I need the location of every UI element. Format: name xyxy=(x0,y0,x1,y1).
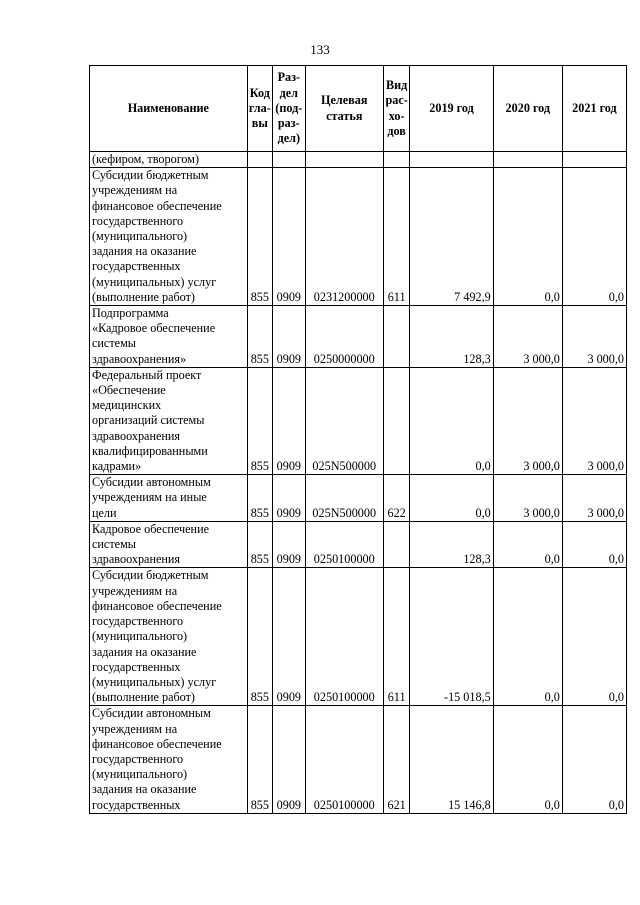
row-amount-2021: 3 000,0 xyxy=(562,367,626,474)
row-name-line: учреждениям на иные xyxy=(92,490,207,505)
row-chapter-code: 855 xyxy=(247,568,272,706)
row-name-line: цели xyxy=(92,505,117,520)
row-name-line: (муниципальных) услуг xyxy=(92,674,217,689)
header-chapter-line: гла- xyxy=(248,100,271,115)
table-row xyxy=(90,152,627,168)
row-amount-2020: 0,0 xyxy=(493,706,562,813)
row-name xyxy=(90,306,248,368)
row-name-line: государственного xyxy=(92,213,184,228)
row-amount-2019: 128,3 xyxy=(410,521,493,568)
row-amount-2021: 3 000,0 xyxy=(562,306,626,368)
row-name-line: государственных xyxy=(92,659,181,674)
row-name-line: задания на оказание xyxy=(92,782,197,797)
header-expense-type xyxy=(383,66,409,152)
budget-table xyxy=(89,65,627,814)
row-name-line: Кадровое обеспечение xyxy=(92,521,210,536)
row-section-code: 0909 xyxy=(273,568,306,706)
row-amount-2019: 0,0 xyxy=(410,367,493,474)
row-name-line: учреждениям на xyxy=(92,583,178,598)
row-amount-2019: 128,3 xyxy=(410,306,493,368)
row-name-line: финансовое обеспечение xyxy=(92,598,222,613)
row-name-line: системы xyxy=(92,537,136,552)
header-chapter-line: Код xyxy=(249,85,270,100)
row-amount-2020: 0,0 xyxy=(493,168,562,306)
row-section-code xyxy=(273,152,306,168)
row-name-line: учреждениям на xyxy=(92,721,178,736)
row-expense-type xyxy=(383,306,409,368)
table-row xyxy=(90,521,627,568)
row-expense-type: 621 xyxy=(383,706,409,813)
row-name-line: медицинских xyxy=(92,398,162,413)
table-row xyxy=(90,306,627,368)
row-name-line: государственного xyxy=(92,614,184,629)
row-amount-2019: 7 492,9 xyxy=(410,168,493,306)
row-amount-2020: 3 000,0 xyxy=(493,367,562,474)
header-expense-line: рас- xyxy=(385,93,408,108)
header-section-line: раз- xyxy=(277,116,300,131)
header-year-2021: 2021 год xyxy=(562,66,626,152)
row-amount-2019: 15 146,8 xyxy=(410,706,493,813)
row-target-item xyxy=(305,152,383,168)
header-target-item xyxy=(305,66,383,152)
row-target-item: 0250100000 xyxy=(305,706,383,813)
header-year-2020: 2020 год xyxy=(493,66,562,152)
row-amount-2021: 3 000,0 xyxy=(562,475,626,522)
row-name-line: Федеральный проект xyxy=(92,367,202,382)
header-target-line: статья xyxy=(326,108,363,123)
row-target-item: 0250000000 xyxy=(305,306,383,368)
row-amount-2020: 0,0 xyxy=(493,568,562,706)
row-chapter-code: 855 xyxy=(247,367,272,474)
row-target-item: 0250100000 xyxy=(305,568,383,706)
table-header-row xyxy=(90,66,627,152)
row-section-code: 0909 xyxy=(273,521,306,568)
row-section-code: 0909 xyxy=(273,306,306,368)
row-name xyxy=(90,706,248,813)
row-name-line: (выполнение работ) xyxy=(92,690,195,705)
row-amount-2020: 3 000,0 xyxy=(493,475,562,522)
header-section-line: дел) xyxy=(277,131,301,146)
row-target-item: 0231200000 xyxy=(305,168,383,306)
row-name xyxy=(90,367,248,474)
header-expense-line: хо- xyxy=(388,108,405,123)
row-amount-2021: 0,0 xyxy=(562,168,626,306)
table-row xyxy=(90,568,627,706)
row-name-line: системы xyxy=(92,336,136,351)
header-section xyxy=(273,66,306,152)
row-amount-2019 xyxy=(410,152,493,168)
row-amount-2021: 0,0 xyxy=(562,521,626,568)
table-row xyxy=(90,168,627,306)
row-chapter-code xyxy=(247,152,272,168)
row-name-line: государственных xyxy=(92,797,181,812)
header-section-line: (под- xyxy=(275,100,303,115)
table-row xyxy=(90,706,627,813)
row-expense-type xyxy=(383,521,409,568)
row-name-line: (выполнение работ) xyxy=(92,289,195,304)
row-name-line: финансовое обеспечение xyxy=(92,198,222,213)
row-name xyxy=(90,568,248,706)
row-name xyxy=(90,521,248,568)
row-name-line: учреждениям на xyxy=(92,183,178,198)
row-amount-2019: -15 018,5 xyxy=(410,568,493,706)
row-name-line: здравоохранения» xyxy=(92,351,187,366)
row-expense-type xyxy=(383,367,409,474)
row-name xyxy=(90,152,248,168)
row-section-code: 0909 xyxy=(273,367,306,474)
row-name-line: «Обеспечение xyxy=(92,383,166,398)
row-chapter-code: 855 xyxy=(247,168,272,306)
table-row xyxy=(90,367,627,474)
row-name-line: организаций системы xyxy=(92,413,205,428)
row-name-line: задания на оказание xyxy=(92,244,197,259)
row-name xyxy=(90,168,248,306)
header-year-2019: 2019 год xyxy=(410,66,493,152)
row-chapter-code: 855 xyxy=(247,306,272,368)
row-target-item: 025N500000 xyxy=(305,367,383,474)
row-section-code: 0909 xyxy=(273,706,306,813)
row-name-line: (муниципального) xyxy=(92,629,188,644)
row-name-line: Подпрограмма xyxy=(92,306,169,321)
header-chapter-code xyxy=(247,66,272,152)
row-amount-2020: 0,0 xyxy=(493,521,562,568)
row-name-line: (муниципального) xyxy=(92,229,188,244)
header-name: Наименование xyxy=(90,66,248,152)
header-expense-line: дов xyxy=(387,123,406,138)
row-expense-type: 611 xyxy=(383,568,409,706)
row-name-line: Субсидии бюджетным xyxy=(92,568,209,583)
header-target-line: Целевая xyxy=(321,93,368,108)
page-number: 133 xyxy=(310,42,330,57)
row-name-line: здравоохранения xyxy=(92,428,181,443)
row-amount-2020: 3 000,0 xyxy=(493,306,562,368)
row-name xyxy=(90,475,248,522)
row-name-line: (муниципальных) услуг xyxy=(92,274,217,289)
row-amount-2021 xyxy=(562,152,626,168)
row-amount-2021: 0,0 xyxy=(562,568,626,706)
row-name-line: Субсидии автономным xyxy=(92,475,211,490)
row-name-line: финансовое обеспечение xyxy=(92,736,222,751)
row-name-line: Субсидии автономным xyxy=(92,706,211,721)
row-amount-2021: 0,0 xyxy=(562,706,626,813)
header-chapter-line: вы xyxy=(251,116,268,131)
row-expense-type: 622 xyxy=(383,475,409,522)
row-chapter-code: 855 xyxy=(247,475,272,522)
row-name-line: квалифицированными xyxy=(92,443,208,458)
header-section-line: Раз- xyxy=(277,70,301,85)
row-name-line: здравоохранения xyxy=(92,552,181,567)
row-target-item: 025N500000 xyxy=(305,475,383,522)
row-expense-type: 611 xyxy=(383,168,409,306)
table-row xyxy=(90,475,627,522)
row-name-line: государственных xyxy=(92,259,181,274)
header-expense-line: Вид xyxy=(385,78,408,93)
row-name-line: (кефиром, творогом) xyxy=(92,152,200,166)
row-name-line: «Кадровое обеспечение xyxy=(92,321,216,336)
row-name-line: государственного xyxy=(92,751,184,766)
row-section-code: 0909 xyxy=(273,475,306,522)
row-section-code: 0909 xyxy=(273,168,306,306)
row-target-item: 0250100000 xyxy=(305,521,383,568)
row-chapter-code: 855 xyxy=(247,521,272,568)
row-name-line: Субсидии бюджетным xyxy=(92,168,209,183)
row-amount-2020 xyxy=(493,152,562,168)
table-body xyxy=(90,152,627,814)
row-expense-type xyxy=(383,152,409,168)
row-name-line: кадрами» xyxy=(92,459,142,474)
row-chapter-code: 855 xyxy=(247,706,272,813)
row-amount-2019: 0,0 xyxy=(410,475,493,522)
header-section-line: дел xyxy=(279,85,299,100)
row-name-line: (муниципального) xyxy=(92,767,188,782)
row-name-line: задания на оказание xyxy=(92,644,197,659)
